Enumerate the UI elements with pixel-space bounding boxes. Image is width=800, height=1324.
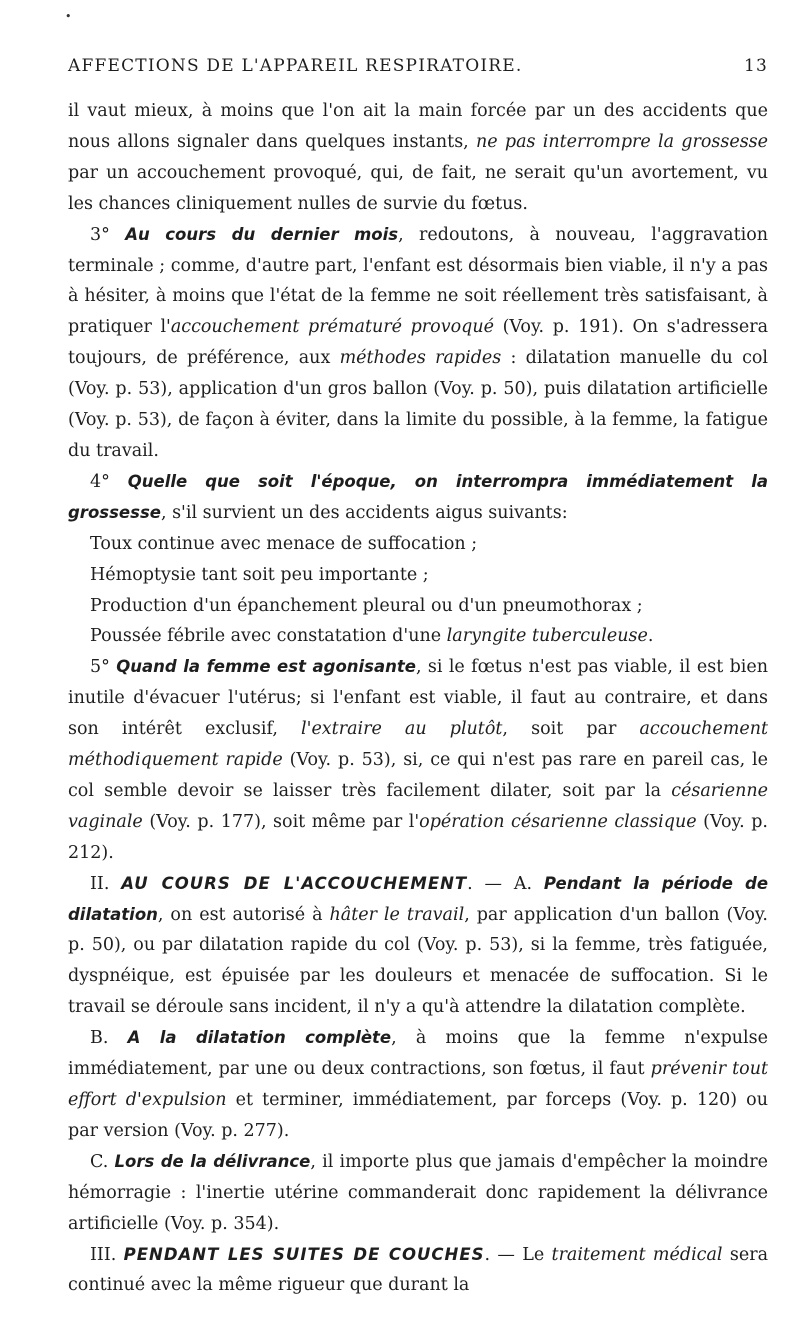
emphasis: prévenir tout effort d'expulsion bbox=[68, 1059, 768, 1110]
emphasis: méthodes rapides bbox=[339, 348, 502, 369]
body-text bbox=[68, 96, 768, 1301]
paragraph-third-month: 3° Au cours du dernier mois, redoutons, à nouveau, l'aggravation terminale ; comme, d'autre part, l'enfant est désormais bien viable, il n'y a pas à hésiter, à moins que l'état de la femme ne soit réellement très satisfaisant, à pratiquer l'accouchement prématuré provoqué (Voy. p. 191). On s'adressera toujours, de préférence, aux méthodes rapides : dilatation manuelle du col (Voy. p. 53), application d'un gros ballon (Voy. p. 50), puis dilatation artificielle (Voy. p. 53), de façon à éviter, dans la limite du possible, à la femme, la fatigue du travail. bbox=[68, 224, 769, 461]
emphasis: l'extraire au plutôt bbox=[301, 719, 503, 740]
emphasis: laryngite tuberculeuse bbox=[446, 626, 648, 647]
print-mark: • bbox=[65, 10, 72, 23]
subheading: A la dilatation complète bbox=[127, 1028, 392, 1048]
running-title: AFFECTIONS DE L'APPAREIL RESPIRATOIRE. bbox=[68, 56, 523, 76]
subheading: Au cours du dernier mois bbox=[125, 224, 399, 244]
emphasis: accouchement méthodiquement rapide bbox=[68, 719, 768, 771]
page-number: 13 bbox=[743, 56, 768, 76]
list-item: Hémoptysie tant soit peu importante ; bbox=[90, 564, 429, 585]
page-header bbox=[68, 56, 768, 80]
emphasis: ne pas interrompre la grossesse bbox=[476, 131, 769, 152]
section-labour: II. AU COURS DE L'ACCOUCHEMENT. — A. Pendant la période de dilatation, on est autorisé à hâter le travail, par application d'un ballon (Voy. p. 50), ou par dilatation rapide du col (Voy. p. 53), si la femme, très fatiguée, dyspnéique, est épuisée par les douleurs et menacée de suffocation. Si le travail se déroule sans incident, il n'y a qu'à attendre la dilatation complète. bbox=[68, 873, 769, 1018]
subheading: Lors de la délivrance bbox=[114, 1151, 311, 1171]
subheading: Quand la femme est agonisante bbox=[116, 657, 416, 677]
section-postpartum: III. PENDANT LES SUITES DE COUCHES. — Le traitement médical sera continué avec la même rigueur que durant la bbox=[68, 1244, 769, 1296]
paragraph-c: C. Lors de la délivrance, il importe plus que jamais d'empêcher la moindre hémorragie : l'inertie utérine commanderait donc rapidement la délivrance artificielle (Voy. p. 354). bbox=[68, 1151, 768, 1234]
emphasis: accouchement prématuré provoqué bbox=[170, 317, 494, 338]
paragraph-continuation: il vaut mieux, à moins que l'on ait la main forcée par un des accidents que nous allons signaler dans quelques instants, ne pas interrompre la grossesse par un accouchement provoqué, qui, de fait, ne serait qu'un avortement, vu les chances cliniquement nulles de survie du fœtus. bbox=[68, 101, 769, 214]
emphasis: césarienne vaginale bbox=[68, 780, 768, 832]
emphasis: traitement médical bbox=[551, 1244, 723, 1265]
section-heading: PENDANT LES SUITES DE COUCHES bbox=[123, 1244, 485, 1264]
list-item: Toux continue avec menace de suffocation ; bbox=[90, 533, 478, 554]
paragraph-b: B. A la dilatation complète, à moins que la femme n'expulse immédiatement, par une ou deux contractions, son fœtus, il faut prévenir tout effort d'expulsion et terminer, immédiatement, par forceps (Voy. p. 120) ou par version (Voy. p. 277). bbox=[68, 1028, 768, 1141]
subheading: Pendant la période de dilatation bbox=[68, 873, 769, 924]
list-item: Production d'un épanchement pleural ou d'un pneumothorax ; bbox=[90, 595, 643, 616]
list-item: Poussée fébrile avec constatation d'une laryngite tuberculeuse. bbox=[90, 626, 654, 647]
paragraph-fourth: 4° Quelle que soit l'époque, on interrompra immédiatement la grossesse, s'il survient un des accidents aigus suivants: bbox=[68, 471, 769, 523]
emphasis: opération césarienne classique bbox=[419, 811, 697, 832]
section-heading: AU COURS DE L'ACCOUCHEMENT bbox=[121, 873, 468, 893]
subheading: Quelle que soit l'époque, on interrompra immédiatement la grossesse bbox=[68, 471, 769, 522]
emphasis: hâter le travail bbox=[329, 904, 465, 925]
paragraph-fifth: 5° Quand la femme est agonisante, si le fœtus n'est pas viable, il est bien inutile d'évacuer l'utérus; si l'enfant est viable, il faut au contraire, et dans son intérêt exclusif, l'extraire au plutôt, soit par accouchement méthodiquement rapide (Voy. p. 53), si, ce qui n'est pas rare en pareil cas, le col semble devoir se laisser très facilement dilater, soit par la césarienne vaginale (Voy. p. 177), soit même par l'opération césarienne classique (Voy. p. 212). bbox=[68, 657, 769, 863]
